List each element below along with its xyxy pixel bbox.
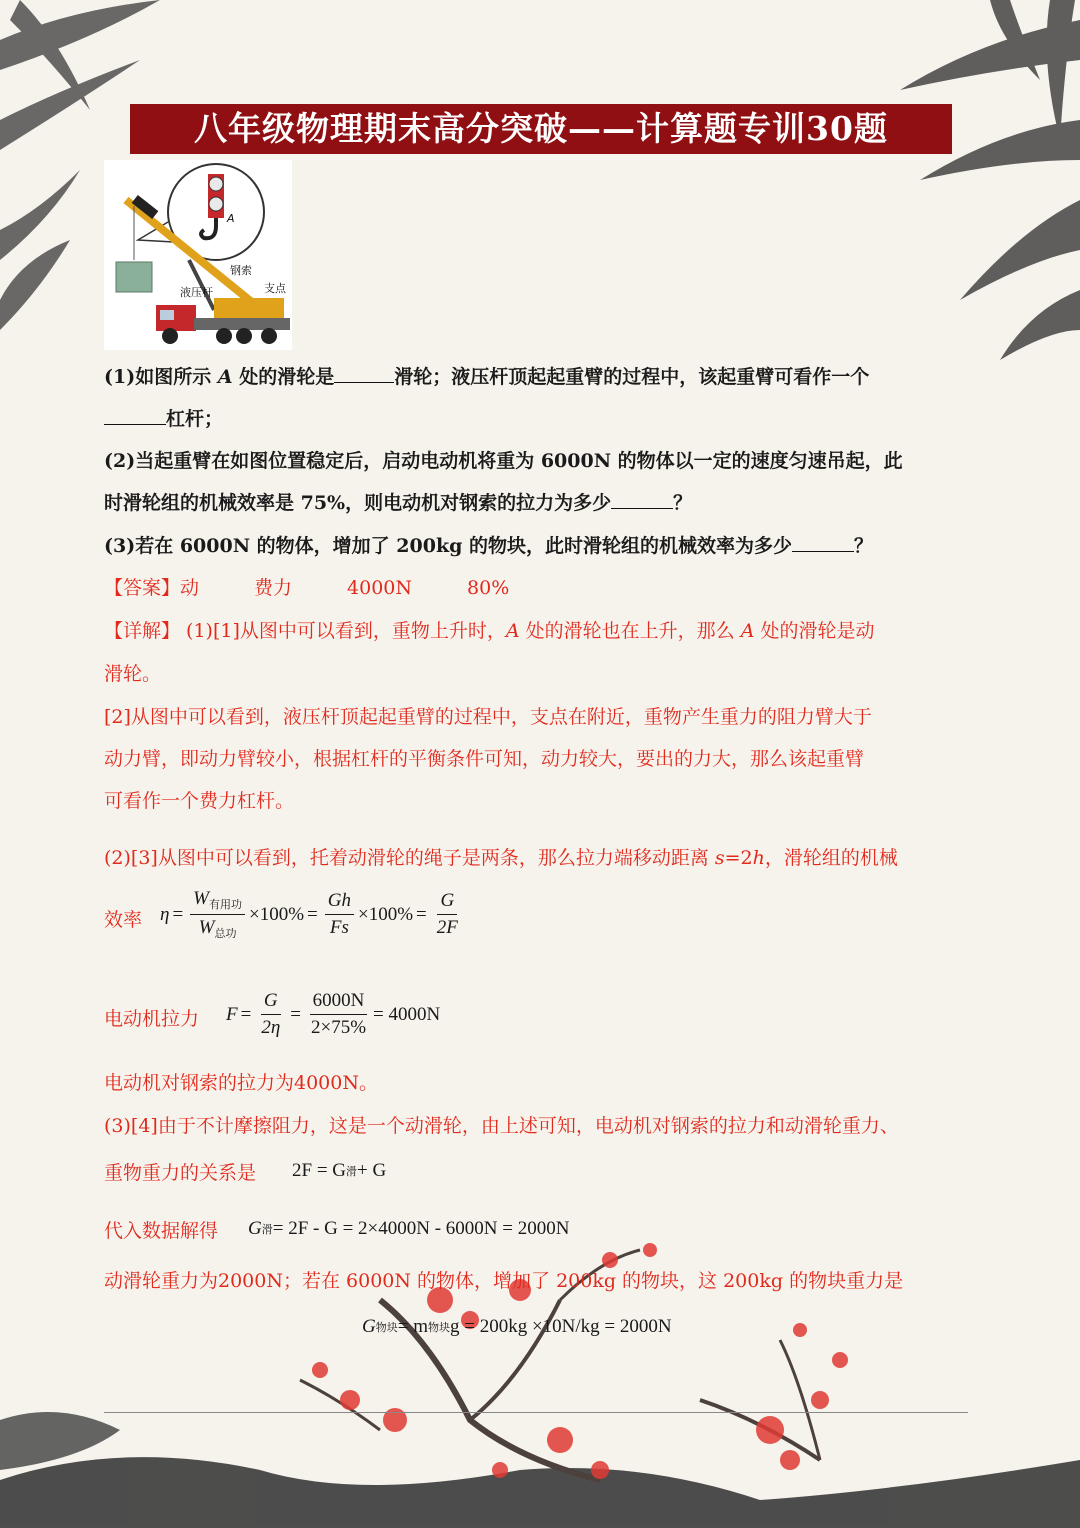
solution-p4: 电动机对钢索的拉力为4000N。 bbox=[104, 1072, 378, 1094]
solution-p1-line-2: 滑轮。 bbox=[104, 663, 162, 685]
solution-p2-line-3: 可看作一个费力杠杆。 bbox=[104, 790, 295, 812]
label-hydraulic-rod: 液压杆 bbox=[180, 286, 213, 299]
block-weight-formula: G 物块 = m 物块 g = 200kg ×10N/kg = 2000N bbox=[362, 1316, 672, 1337]
relation-formula: 2F = G 滑 + G bbox=[292, 1160, 387, 1181]
question-1-line-2: 杠杆； bbox=[104, 406, 223, 432]
crane-illustration bbox=[104, 160, 292, 350]
motor-pull-formula: F = $\frac{G}{2\eta}$ = $\frac{6000N}{2\times 75\%}$ = 4000N bbox=[226, 990, 441, 1038]
solution-p2-line-1: [2]从图中可以看到，液压杆顶起起重臂的过程中，支点在附近，重物产生重力的阻力臂大于 bbox=[104, 706, 872, 728]
label-pivot: 支点 bbox=[264, 282, 286, 295]
answer-line: 【答案】动 费力 4000N 80% bbox=[104, 577, 510, 599]
question-3: (3)若在 6000N 的物体，增加了 200kg 的物块，此时滑轮组的机械效率为多少 ？ bbox=[104, 535, 874, 557]
solution-label: 【详解】 bbox=[104, 620, 181, 642]
page-title: 八年级物理期末高分突破——计算题专训30题 bbox=[130, 104, 952, 154]
question-1-line-1: (1)如图所示 A 处的滑轮是 滑轮；液压杆顶起起重臂的过程中，该起重臂可看作一个 bbox=[104, 366, 870, 388]
efficiency-label: 效率 bbox=[104, 909, 143, 931]
label-a: A bbox=[227, 212, 235, 225]
pulley-weight-formula: G 滑 = 2F - G = 2×4000N - 6000N = 2000N bbox=[248, 1218, 570, 1239]
answer-blank bbox=[104, 424, 166, 425]
solution-p5-line-2: 重物重力的关系是 bbox=[104, 1162, 257, 1184]
solution-p7: 动滑轮重力为2000N；若在 6000N 的物体，增加了 200kg 的物块，这 200kg 的物块重力是 bbox=[104, 1270, 904, 1292]
footer-divider bbox=[104, 1412, 968, 1413]
label-rope: 钢索 bbox=[230, 264, 252, 277]
question-2-line-2: 时滑轮组的机械效率是 75%，则电动机对钢索的拉力为多少 ？ bbox=[104, 492, 693, 514]
answer-blank bbox=[792, 551, 854, 552]
efficiency-formula: η = $\frac{W_{有用功}}{W_{总功}}$ ×100% = $\frac{Gh}{Fs}$ ×100% = $\frac{G}{2F}$ bbox=[160, 888, 458, 940]
answer-label: 【答案】 bbox=[104, 577, 181, 599]
solution-p1-line-1: 【详解】 (1)[1]从图中可以看到，重物上升时，A 处的滑轮也在上升，那么 A 处的滑轮是动 bbox=[104, 620, 875, 642]
solution-p2-line-2: 动力臂，即动力臂较小，根据杠杆的平衡条件可知，动力较大，要出的力大，那么该起重臂 bbox=[104, 748, 865, 770]
solution-p5-line-1: (3)[4]由于不计摩擦阻力，这是一个动滑轮，由上述可知，电动机对钢索的拉力和动滑轮重力、 bbox=[104, 1115, 899, 1137]
solution-p3-line-1: (2)[3]从图中可以看到，托着动滑轮的绳子是两条，那么拉力端移动距离 s=2h，滑轮组的机械 bbox=[104, 847, 898, 869]
answer-blank bbox=[611, 508, 673, 509]
crane-figure bbox=[104, 160, 292, 350]
solution-p6: 代入数据解得 bbox=[104, 1220, 219, 1242]
answer-blank bbox=[334, 382, 394, 383]
motor-pull-label: 电动机拉力 bbox=[104, 1008, 200, 1030]
question-2-line-1: (2)当起重臂在如图位置稳定后，启动电动机将重为 6000N 的物体以一定的速度匀速吊起，此 bbox=[104, 450, 903, 472]
